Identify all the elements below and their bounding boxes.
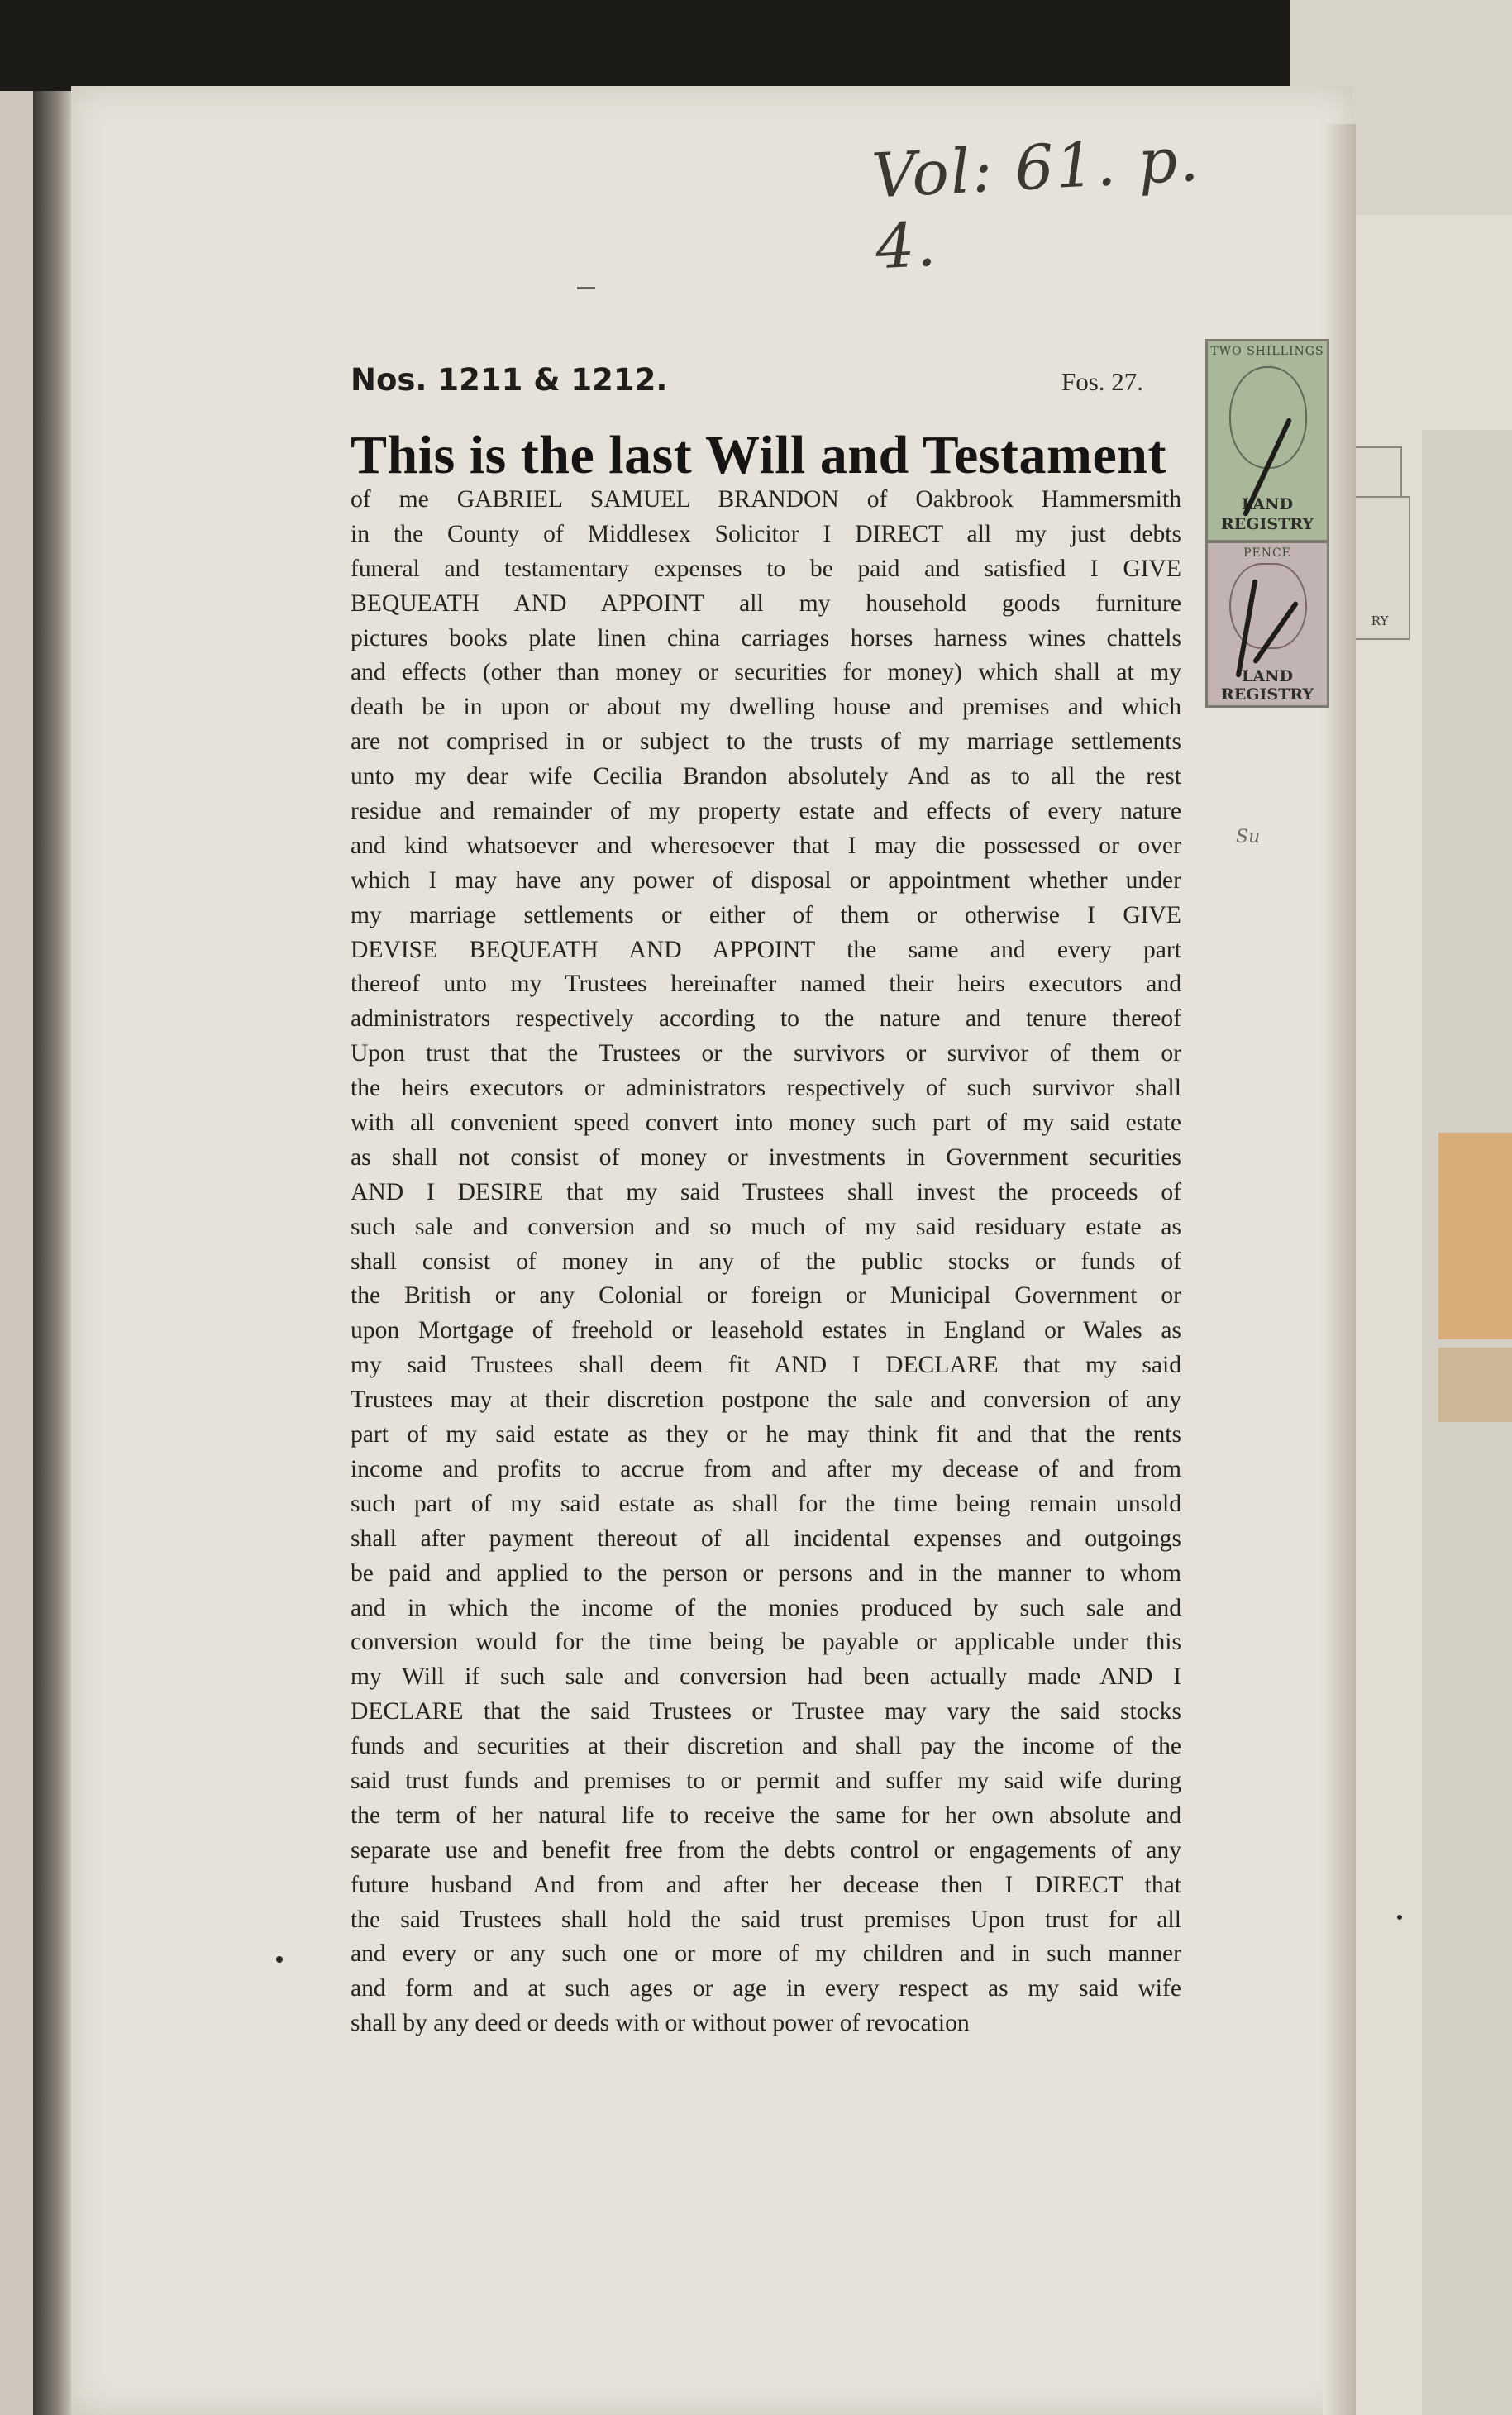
body-line: administrators respectively according to the nature and tenure thereof (351, 1005, 1181, 1033)
document-numbers: Nos. 1211 & 1212. (351, 362, 668, 398)
body-line: which I may have any power of disposal or appointment whether under (351, 866, 1181, 894)
body-line: and every or any such one or more of my children and in such manner (351, 1940, 1181, 1968)
page-spot (276, 1956, 283, 1963)
body-line: death be in upon or about my dwelling house and premises and which (351, 694, 1181, 721)
body-line: part of my said estate as they or he may think fit and that the rents (351, 1421, 1181, 1449)
body-line: with all convenient speed convert into money such part of my said estate (351, 1110, 1181, 1137)
body-line: the said Trustees shall hold the said trust premises Upon trust for all (351, 1906, 1181, 1933)
body-line: Upon trust that the Trustees or the survivors or survivor of them or (351, 1040, 1181, 1067)
body-line: thereof unto my Trustees hereinafter named their heirs executors and (351, 971, 1181, 998)
body-line: conversion would for the time being be payable or applicable under this (351, 1629, 1181, 1656)
book-gutter (33, 91, 74, 2415)
body-line: as shall not consist of money or investments in Government securities (351, 1143, 1181, 1171)
body-line: of me GABRIEL SAMUEL BRANDON of Oakbrook Hammersmith (351, 486, 1181, 513)
folio-count: Fos. 27. (1061, 367, 1144, 396)
body-line: the term of her natural life to receive the same for her own absolute and (351, 1802, 1181, 1829)
printer-mark (577, 287, 595, 289)
body-line: be paid and applied to the person or persons and in the manner to whom (351, 1559, 1181, 1587)
body-line: my marriage settlements or either of them or otherwise I GIVE (351, 901, 1181, 928)
stamp-label-line1: LAND (1242, 667, 1293, 685)
body-line: BEQUEATH AND APPOINT all my household goods furniture (351, 589, 1181, 617)
body-line: shall consist of money in any of the public stocks or funds of (351, 1248, 1181, 1275)
stamp-label-line2: REGISTRY (1220, 685, 1314, 704)
body-line: pictures books plate linen china carriages horses harness wines chattels (351, 624, 1181, 651)
background-page-3 (1422, 430, 1512, 2415)
body-line: said trust funds and premises to or permit and suffer my said wife during (351, 1767, 1181, 1794)
body-line: separate use and benefit free from the debts control or engagements of any (351, 1836, 1181, 1864)
body-line: income and profits to accrue from and after my decease of and from (351, 1455, 1181, 1482)
body-line: unto my dear wife Cecilia Brandon absolutely And as to all the rest (351, 763, 1181, 790)
body-line: and effects (other than money or securities for money) which shall at my (351, 659, 1181, 686)
body-line: the heirs executors or administrators respectively of such survivor shall (351, 1075, 1181, 1102)
will-body-text (351, 483, 1181, 2041)
land-registry-stamp-pence (1205, 541, 1329, 708)
document-title: This is the last Will and Testament (351, 425, 1166, 485)
queen-portrait-icon (1229, 366, 1307, 469)
tape-strip-lower (1438, 1348, 1512, 1422)
body-line: Trustees may at their discretion postpone the sale and conversion of any (351, 1386, 1181, 1414)
body-line: and in which the income of the monies produced by such sale and (351, 1594, 1181, 1621)
body-line: such sale and conversion and so much of my said residuary estate as (351, 1213, 1181, 1240)
body-line: are not comprised in or subject to the trusts of my marriage settlements (351, 728, 1181, 756)
body-line: funeral and testamentary expenses to be paid and satisfied I GIVE (351, 555, 1181, 582)
page-spot (1397, 1915, 1402, 1920)
margin-pencil-note: Su (1236, 827, 1261, 847)
stamp-label-line2: REGISTRY (1220, 515, 1314, 533)
body-line: upon Mortgage of freehold or leasehold estates in England or Wales as (351, 1317, 1181, 1344)
body-line: in the County of Middlesex Solicitor I DIRECT all my just debts (351, 520, 1181, 547)
body-line: residue and remainder of my property estate and effects of every nature (351, 798, 1181, 825)
body-line: my Will if such sale and conversion had been actually made AND I (351, 1663, 1181, 1691)
body-line: such part of my said estate as shall for the time being remain unsold (351, 1490, 1181, 1517)
body-line: DEVISE BEQUEATH AND APPOINT the same and every part (351, 936, 1181, 963)
body-line: future husband And from and after her decease then I DIRECT that (351, 1871, 1181, 1898)
body-line: shall after payment thereout of all incidental expenses and outgoings (351, 1525, 1181, 1552)
stamp-denomination: TWO SHILLINGS (1210, 345, 1324, 358)
handwritten-reference-note: Vol: 61. p. 4. (870, 123, 1202, 284)
body-line: shall by any deed or deeds with or without power of revocation (351, 2010, 970, 2037)
body-line: and form and at such ages or age in every respect as my said wife (351, 1975, 1181, 2002)
land-registry-stamp-two-shillings (1205, 339, 1329, 542)
body-line: my said Trustees shall deem fit AND I DECLARE that my said (351, 1352, 1181, 1379)
body-line: and kind whatsoever and wheresoever that I may die possessed or over (351, 832, 1181, 859)
body-line: DECLARE that the said Trustees or Trustee may vary the said stocks (351, 1698, 1181, 1725)
stamp-denomination: PENCE (1243, 546, 1291, 560)
body-line: the British or any Colonial or foreign or Municipal Government or (351, 1282, 1181, 1310)
stamp-label-line1: LAND (1242, 495, 1293, 513)
body-line: AND I DESIRE that my said Trustees shall invest the proceeds of (351, 1178, 1181, 1205)
tape-strip (1438, 1133, 1512, 1339)
side-stamp-lower: RY (1349, 496, 1410, 640)
body-line: funds and securities at their discretion and shall pay the income of the (351, 1733, 1181, 1760)
